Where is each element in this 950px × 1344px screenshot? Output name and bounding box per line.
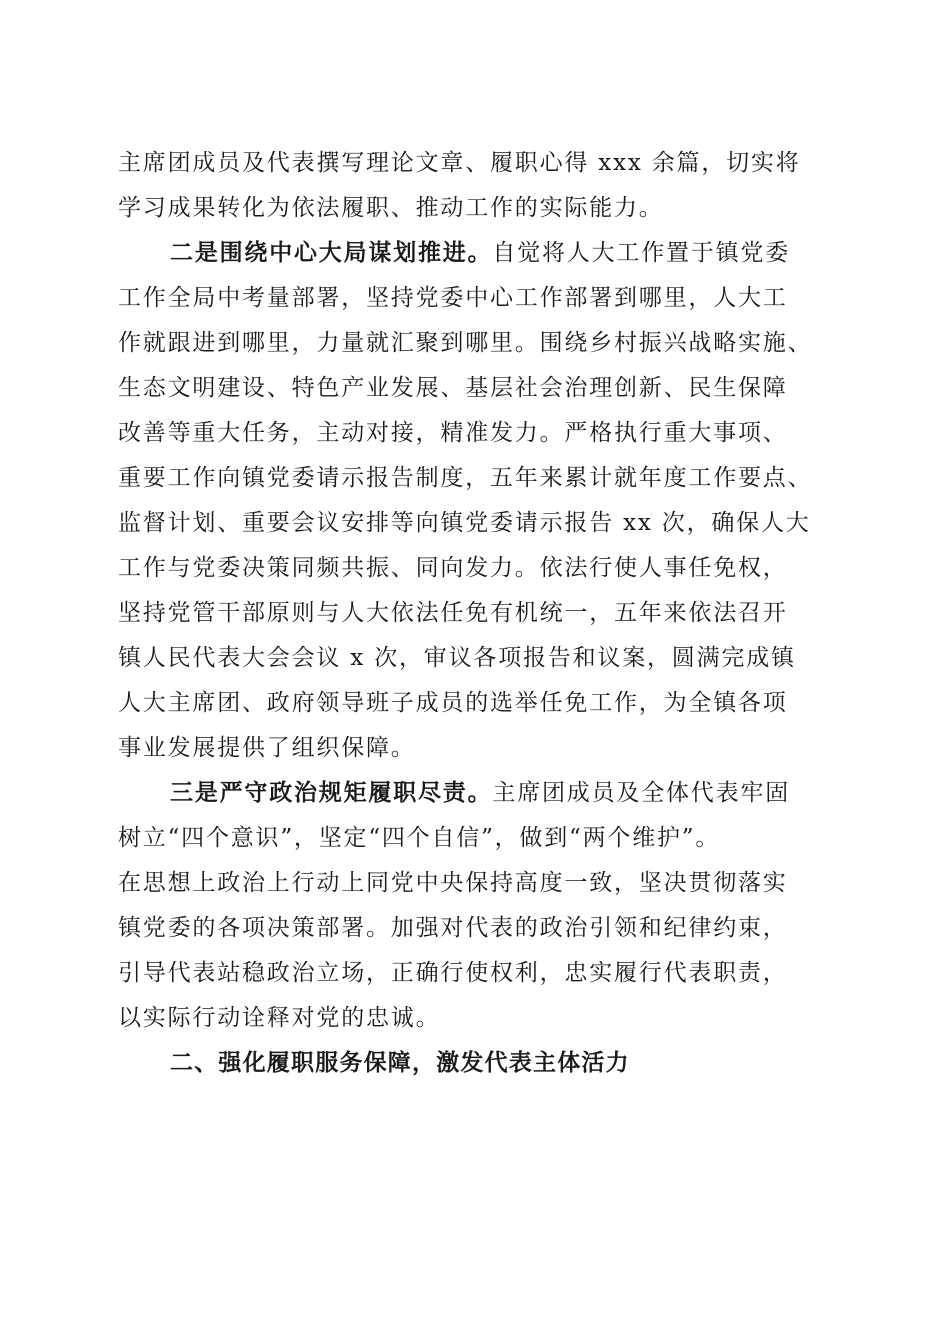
paragraph-2-line-4: 生态文明建设、特色产业发展、基层社会治理创新、民生保障 bbox=[118, 375, 788, 401]
paragraph-2-line-6: 重要工作向镇党委请示报告制度，五年来累计就年度工作要点、 bbox=[118, 465, 813, 491]
paragraph-1-line-2: 学习成果转化为依法履职、推动工作的实际能力。 bbox=[118, 195, 664, 221]
section-heading: 二、强化履职服务保障，激发代表主体活力 bbox=[170, 1050, 630, 1076]
paragraph-2-line-1 bbox=[170, 238, 790, 268]
paragraph-2-line-1-rest: 自觉将人大工作置于镇党委 bbox=[492, 240, 791, 266]
paragraph-2-line-9: 坚持党管干部原则与人大依法任免有机统一，五年来依法召开 bbox=[118, 600, 788, 626]
paragraph-2-line-12: 事业发展提供了组织保障。 bbox=[118, 735, 416, 761]
paragraph-3-line-1 bbox=[170, 778, 790, 808]
paragraph-2-line-3: 作就跟进到哪里，力量就汇聚到哪里。围绕乡村振兴战略实施、 bbox=[118, 330, 813, 356]
paragraph-2-line-7: 监督计划、重要会议安排等向镇党委请示报告 xx 次，确保人大 bbox=[118, 510, 811, 536]
paragraph-2-line-8: 工作与党委决策同频共振、同向发力。依法行使人事任免权， bbox=[118, 555, 788, 581]
paragraph-3-line-1-rest: 主席团成员及全体代表牢固 bbox=[492, 780, 791, 806]
paragraph-2-line-11: 人大主席团、政府领导班子成员的选举任免工作，为全镇各项 bbox=[118, 690, 788, 716]
paragraph-3-line-3: 在思想上政治上行动上同党中央保持高度一致，坚决贯彻落实 bbox=[118, 870, 788, 896]
paragraph-2-line-5: 改善等重大任务，主动对接，精准发力。严格执行重大事项、 bbox=[118, 420, 788, 446]
paragraph-2-line-10: 镇人民代表大会会议 x 次，审议各项报告和议案，圆满完成镇 bbox=[118, 645, 796, 671]
paragraph-3-line-6: 以实际行动诠释对党的忠诚。 bbox=[118, 1005, 441, 1031]
paragraph-3-line-4: 镇党委的各项决策部署。加强对代表的政治引领和纪律约束， bbox=[118, 915, 788, 941]
paragraph-3-line-2: 树立“四个意识”，坚定“四个自信”，做到“两个维护”。 bbox=[118, 825, 721, 851]
paragraph-1-line-1: 主席团成员及代表撰写理论文章、履职心得 xxx 余篇，切实将 bbox=[118, 150, 801, 176]
paragraph-3-line-5: 引导代表站稳政治立场，正确行使权利，忠实履行代表职责， bbox=[118, 960, 788, 986]
paragraph-2-line-2: 工作全局中考量部署，坚持党委中心工作部署到哪里，人大工 bbox=[118, 285, 788, 311]
paragraph-2-lead: 二是围绕中心大局谋划推进。 bbox=[170, 240, 493, 266]
paragraph-3-lead: 三是严守政治规矩履职尽责。 bbox=[170, 780, 493, 806]
